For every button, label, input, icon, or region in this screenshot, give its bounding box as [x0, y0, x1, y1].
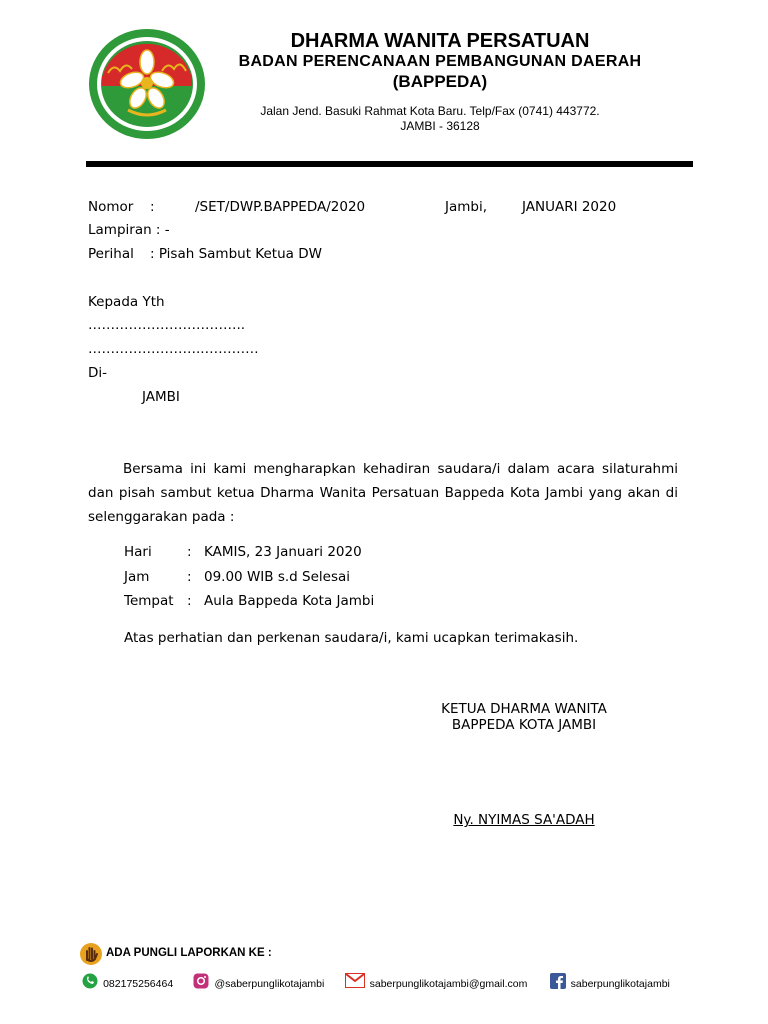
detail-value: 09.00 WIB s.d Selesai: [204, 569, 350, 585]
facebook-icon: [550, 973, 566, 993]
recipient-line-1: ……………………………..: [88, 317, 246, 333]
city-zip: JAMBI - 36128: [400, 119, 480, 133]
recipient-line-2: ……………………..…………: [88, 341, 259, 357]
perihal-label: Perihal: [88, 246, 134, 262]
detail-sep: :: [187, 544, 192, 560]
detail-sep: :: [187, 593, 192, 609]
recipient-di: Di-: [88, 365, 108, 381]
facebook-handle: saberpunglikotajambi: [570, 978, 670, 990]
agency-name: BADAN PERENCANAAN PEMBANGUNAN DAERAH: [238, 53, 642, 70]
header-divider: [86, 161, 693, 167]
signature-title-2: BAPPEDA KOTA JAMBI: [451, 717, 597, 733]
letter-place: Jambi,: [445, 199, 488, 215]
closing-line: Atas perhatian dan perkenan saudara/i, kami ucapkan terimakasih.: [124, 630, 579, 646]
recipient-greeting: Kepada Yth: [88, 294, 165, 310]
gmail-icon: [345, 973, 365, 992]
address: Jalan Jend. Basuki Rahmat Kota Baru. Telp/Fax (0741) 443772.: [260, 104, 600, 118]
detail-value: Aula Bappeda Kota Jambi: [204, 593, 375, 609]
dwp-logo: [88, 28, 206, 140]
agency-abbr: (BAPPEDA): [392, 72, 488, 91]
stop-hand-icon: [79, 942, 103, 970]
detail-label: Tempat: [124, 593, 174, 609]
footer-contacts: [82, 972, 670, 993]
detail-label: Jam: [124, 569, 150, 585]
nomor-sep: :: [150, 199, 155, 215]
footer-title: ADA PUNGLI LAPORKAN KE :: [106, 947, 272, 959]
whatsapp-number: 082175256464: [103, 978, 174, 990]
whatsapp-icon: [82, 973, 98, 993]
instagram-handle: @saberpunglikotajambi: [214, 978, 325, 990]
nomor-value: /SET/DWP.BAPPEDA/2020: [195, 199, 366, 215]
body-paragraph: Bersama ini kami mengharapkan kehadiran saudara/i dalam acara silaturahmi dan pisah sambut ketua Dharma Wanita Persatuan Bappeda Kota Jambi yang akan di selenggarakan pada :: [88, 461, 678, 525]
signature-title-1: KETUA DHARMA WANITA: [441, 701, 607, 717]
instagram-icon: [193, 973, 209, 993]
perihal-value: : Pisah Sambut Ketua DW: [150, 246, 322, 262]
nomor-label: Nomor: [88, 199, 134, 215]
signatory-name: Ny. NYIMAS SA'ADAH: [453, 812, 595, 828]
detail-value: KAMIS, 23 Januari 2020: [204, 544, 362, 560]
email-address: saberpunglikotajambi@gmail.com: [369, 978, 528, 990]
letter-date: JANUARI 2020: [522, 199, 617, 215]
detail-label: Hari: [124, 544, 152, 560]
detail-sep: :: [187, 569, 192, 585]
org-name: DHARMA WANITA PERSATUAN: [290, 30, 590, 52]
lampiran: Lampiran : -: [88, 222, 170, 238]
recipient-city: JAMBI: [142, 389, 180, 405]
